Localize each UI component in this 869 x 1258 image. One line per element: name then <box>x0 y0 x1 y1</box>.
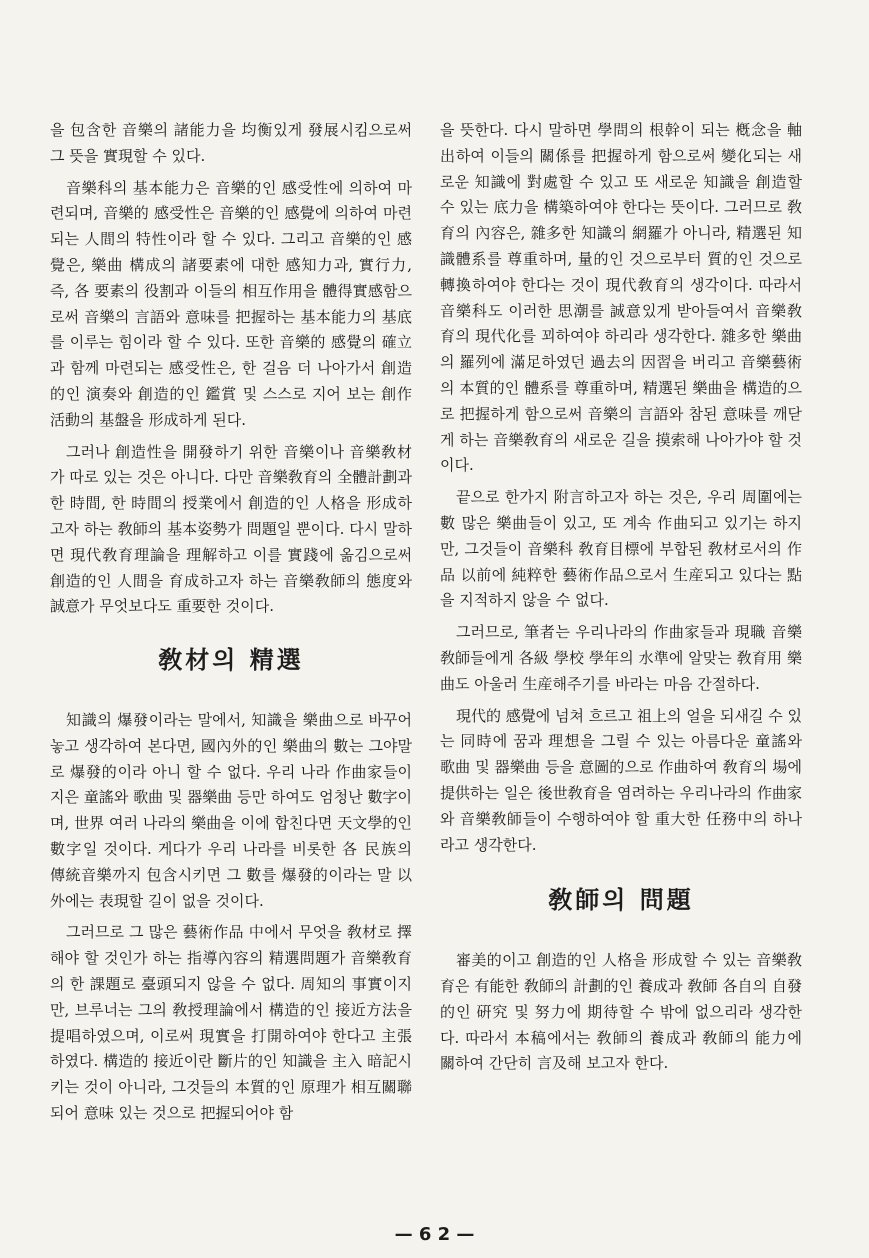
right-column <box>440 118 802 1077</box>
right-paragraph-4: 現代的 感覺에 넘쳐 흐르고 祖上의 얼을 되새길 수 있는 同時에 꿈과 理想을 그릴 수 있는 아름다운 童謠와 歌曲 및 器樂曲 등을 意圖的으로 作曲하여 敎育의 場에 提供하는 일은 後世敎育을 염려하는 우리나라의 作曲家와 音樂敎師들이 수행하여야 할 重大한 任務中의 하나라고 생각한다. <box>440 706 803 854</box>
section-heading-materials: 敎材의 精選 <box>158 646 304 675</box>
left-column <box>50 118 412 1127</box>
left-paragraph-4: 知識의 爆發이라는 말에서, 知識을 樂曲으로 바꾸어 놓고 생각하여 본다면, 國內外的인 樂曲의 數는 그야말로 爆發的이라 아니 할 수 없다. 우리 나라 作曲家들이 지은 童謠와 歌曲 및 器樂曲 등만 하여도 엄청난 數字이며, 世界 여러 나라의 樂曲을 이에 합친다면 天文學的인 數字일 것이다. 게다가 우리 나라를 비롯한 各 民族의 傳統音樂까지 包含시키면 그 數를 爆發的이라는 말 以外에는 表現할 길이 없을 것이다. <box>50 710 412 910</box>
page-number: — 6 2 — <box>394 1224 475 1245</box>
right-paragraph-5: 審美的이고 創造的인 人格을 形成할 수 있는 音樂敎育은 有能한 敎師의 計劃的인 養成과 敎師 各自의 自發的인 硏究 및 努力에 期待할 수 밖에 없으리라 생각한다. 따라서 本稿에서는 敎師의 養成과 敎師의 能力에 關하여 간단히 言及해 보고자 한다. <box>440 951 802 1073</box>
left-paragraph-2: 音樂科의 基本能力은 音樂的인 感受性에 의하여 마련되며, 音樂的 感受性은 音樂的인 感覺에 의하여 마련되는 人間의 特性이라 할 수 있다. 그리고 音樂的인 感覺은, 樂曲 構成의 諸要素에 대한 感知力과, 實行力, 즉, 各 要素의 役割과 이들의 相互作用을 體得實感함으로써 音樂의 言語와 意味를 把握하는 基本能力의 基底를 이루는 힘이라 할 수 있다. 또한 音樂的 感覺의 確立과 함께 마련되는 感受性은, 한 걸음 더 나아가서 創造的인 演奏와 創造的인 鑑賞 및 스스로 지어 보는 創作活動의 基盤을 形成하게 된다. <box>50 178 412 429</box>
left-paragraph-1: 을 包含한 音樂의 諸能力을 均衡있게 發展시킴으로써 그 뜻을 實現할 수 있다. <box>50 121 412 165</box>
left-paragraph-3: 그러나 創造性을 開發하기 위한 音樂이나 音樂敎材가 따로 있는 것은 아니다. 다만 音樂敎育의 全體計劃과 한 時間, 한 時間의 授業에서 創造的인 人格을 形成하고자 하는 敎師의 基本姿勢가 問題일 뿐이다. 다시 말하면 現代敎育理論을 理解하고 이를 實踐에 옮김으로써 創造的인 人間을 育成하고자 하는 音樂敎師의 態度와 誠意가 무엇보다도 重要한 것이다. <box>50 442 412 616</box>
left-paragraph-5: 그러므로 그 많은 藝術作品 中에서 무엇을 敎材로 擇해야 할 것인가 하는 指導內容의 精選問題가 音樂敎育의 한 課題로 臺頭되지 않을 수 없다. 周知의 事實이지만, 브루너는 그의 敎授理論에서 構造的인 接近方法을 提唱하였으며, 이로써 現實을 打開하여야 한다고 主張하였다. 構造的 接近이란 斷片的인 知識을 主入 暗記시키는 것이 아니라, 그것들의 本質的인 原理가 相互關聯되어 意味 있는 것으로 把握되어야 함 <box>50 923 412 1122</box>
section-heading-teachers: 敎師의 問題 <box>548 886 694 915</box>
right-paragraph-3: 그러므로, 筆者는 우리나라의 作曲家들과 現職 音樂敎師들에게 各級 學校 學年의 水準에 알맞는 敎育用 樂曲도 아울러 生産해주기를 바라는 마음 간절하다. <box>440 623 802 693</box>
right-paragraph-1: 을 뜻한다. 다시 말하면 學問의 根幹이 되는 槪念을 軸出하여 이들의 關係를 把握하게 함으로써 變化되는 새로운 知識에 對處할 수 있고 또 새로운 知識을 創造할 수 있는 底力을 構築하여야 한다는 뜻이다. 그러므로 敎育의 內容은, 雜多한 知識의 網羅가 아니라, 精選된 知識體系를 尊重하며, 量的인 것으로부터 質的인 것으로 轉換하여야 한다는 것이 現代敎育의 생각이다. 따라서 音樂科도 이러한 思潮를 誠意있게 받아들여서 音樂敎育의 現代化를 꾀하여야 하리라 생각한다. 雜多한 樂曲의 羅列에 滿足하였던 過去의 因習을 버리고 音樂藝術의 本質的인 體系를 尊重하며, 精選된 樂曲을 構造的으로 把握하게 함으로써 音樂의 言語와 참된 意味를 깨닫게 하는 音樂敎育의 새로운 길을 摸索해 나아가야 할 것이다. <box>440 121 802 475</box>
right-paragraph-2: 끝으로 한가지 附言하고자 하는 것은, 우리 周圍에는 數 많은 樂曲들이 있고, 또 계속 作曲되고 있기는 하지만, 그것들이 音樂科 敎育目標에 부합된 敎材로서의 作品 以前에 純粹한 藝術作品으로서 生産되고 있다는 點을 지적하지 않을 수 없다. <box>440 488 802 610</box>
